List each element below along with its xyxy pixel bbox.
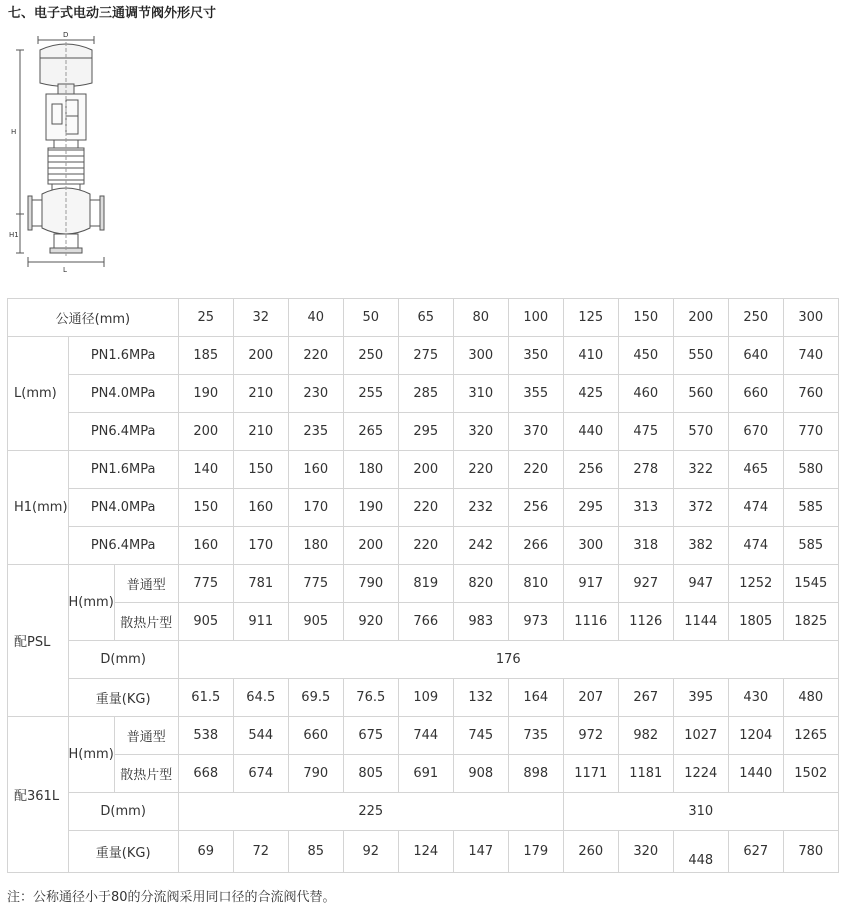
- weight-label: 重量(KG): [68, 831, 178, 873]
- table-row: [8, 413, 839, 451]
- table-row: [8, 489, 839, 527]
- value-cell: 1126: [618, 603, 673, 641]
- pressure-label: PN6.4MPa: [68, 413, 178, 451]
- value-cell: 448: [673, 831, 728, 873]
- value-cell: 425: [563, 375, 618, 413]
- value-cell: 790: [288, 755, 343, 793]
- table-row: [8, 337, 839, 375]
- value-cell: 200: [233, 337, 288, 375]
- value-cell: 972: [563, 717, 618, 755]
- value-cell: 200: [398, 451, 453, 489]
- value-cell: 670: [728, 413, 783, 451]
- value-cell: 1502: [783, 755, 838, 793]
- value-cell: 550: [673, 337, 728, 375]
- value-cell: 898: [508, 755, 563, 793]
- value-cell: 76.5: [343, 679, 398, 717]
- type-label: 散热片型: [114, 755, 178, 793]
- diameter-cell: 125: [563, 299, 618, 337]
- table-row: [8, 603, 839, 641]
- d-label: D(mm): [68, 793, 178, 831]
- d-value: 176: [178, 641, 838, 679]
- value-cell: 660: [288, 717, 343, 755]
- value-cell: 475: [618, 413, 673, 451]
- header-row: [8, 299, 839, 337]
- value-cell: 207: [563, 679, 618, 717]
- value-cell: 256: [508, 489, 563, 527]
- value-cell: 295: [563, 489, 618, 527]
- value-cell: 410: [563, 337, 618, 375]
- value-cell: 275: [398, 337, 453, 375]
- valve-dimension-diagram: [8, 28, 108, 278]
- value-cell: 318: [618, 527, 673, 565]
- pressure-label: PN4.0MPa: [68, 375, 178, 413]
- value-cell: 147: [453, 831, 508, 873]
- value-cell: 160: [288, 451, 343, 489]
- l-group-label: L(mm): [8, 337, 69, 451]
- 361l-group-label: 配361L: [8, 717, 69, 873]
- table-row: [8, 679, 839, 717]
- value-cell: 179: [508, 831, 563, 873]
- value-cell: 660: [728, 375, 783, 413]
- pressure-label: PN1.6MPa: [68, 337, 178, 375]
- value-cell: 810: [508, 565, 563, 603]
- value-cell: 170: [288, 489, 343, 527]
- table-row: [8, 793, 839, 831]
- value-cell: 300: [563, 527, 618, 565]
- value-cell: 450: [618, 337, 673, 375]
- value-cell: 350: [508, 337, 563, 375]
- value-cell: 109: [398, 679, 453, 717]
- value-cell: 560: [673, 375, 728, 413]
- value-cell: 820: [453, 565, 508, 603]
- value-cell: 72: [233, 831, 288, 873]
- value-cell: 983: [453, 603, 508, 641]
- diameter-cell: 300: [783, 299, 838, 337]
- table-row: [8, 831, 839, 873]
- value-cell: 266: [508, 527, 563, 565]
- value-cell: 256: [563, 451, 618, 489]
- value-cell: 220: [288, 337, 343, 375]
- value-cell: 320: [453, 413, 508, 451]
- value-cell: 1224: [673, 755, 728, 793]
- value-cell: 210: [233, 375, 288, 413]
- value-cell: 300: [453, 337, 508, 375]
- value-cell: 160: [233, 489, 288, 527]
- psl-group-label: 配PSL: [8, 565, 69, 717]
- value-cell: 691: [398, 755, 453, 793]
- dimension-table: [7, 298, 839, 873]
- value-cell: 190: [178, 375, 233, 413]
- value-cell: 1252: [728, 565, 783, 603]
- diameter-cell: 65: [398, 299, 453, 337]
- value-cell: 905: [178, 603, 233, 641]
- diagram-label-h1: H1: [9, 231, 19, 239]
- value-cell: 220: [453, 451, 508, 489]
- value-cell: 69.5: [288, 679, 343, 717]
- diameter-cell: 80: [453, 299, 508, 337]
- value-cell: 474: [728, 489, 783, 527]
- value-cell: 232: [453, 489, 508, 527]
- value-cell: 674: [233, 755, 288, 793]
- value-cell: 760: [783, 375, 838, 413]
- value-cell: 805: [343, 755, 398, 793]
- diagram-label-d: D: [63, 31, 69, 39]
- value-cell: 570: [673, 413, 728, 451]
- value-cell: 265: [343, 413, 398, 451]
- value-cell: 430: [728, 679, 783, 717]
- value-cell: 911: [233, 603, 288, 641]
- value-cell: 781: [233, 565, 288, 603]
- diameter-cell: 25: [178, 299, 233, 337]
- value-cell: 124: [398, 831, 453, 873]
- value-cell: 69: [178, 831, 233, 873]
- value-cell: 460: [618, 375, 673, 413]
- value-cell: 210: [233, 413, 288, 451]
- value-cell: 355: [508, 375, 563, 413]
- value-cell: 255: [343, 375, 398, 413]
- value-cell: 766: [398, 603, 453, 641]
- value-cell: 627: [728, 831, 783, 873]
- footnote: 注：公称通径小于80的分流阀采用同口径的合流阀代替。: [7, 890, 336, 905]
- value-cell: 544: [233, 717, 288, 755]
- value-cell: 150: [233, 451, 288, 489]
- value-cell: 745: [453, 717, 508, 755]
- value-cell: 250: [343, 337, 398, 375]
- value-cell: 917: [563, 565, 618, 603]
- value-cell: 1825: [783, 603, 838, 641]
- value-cell: 285: [398, 375, 453, 413]
- value-cell: 242: [453, 527, 508, 565]
- value-cell: 1144: [673, 603, 728, 641]
- table-row: [8, 527, 839, 565]
- value-cell: 235: [288, 413, 343, 451]
- value-cell: 267: [618, 679, 673, 717]
- diameter-cell: 40: [288, 299, 343, 337]
- type-label: 散热片型: [114, 603, 178, 641]
- table-row: [8, 755, 839, 793]
- value-cell: 1265: [783, 717, 838, 755]
- value-cell: 85: [288, 831, 343, 873]
- value-cell: 675: [343, 717, 398, 755]
- value-cell: 185: [178, 337, 233, 375]
- value-cell: 927: [618, 565, 673, 603]
- diameter-cell: 150: [618, 299, 673, 337]
- pressure-label: PN4.0MPa: [68, 489, 178, 527]
- value-cell: 790: [343, 565, 398, 603]
- value-cell: 1181: [618, 755, 673, 793]
- value-cell: 538: [178, 717, 233, 755]
- pressure-label: PN6.4MPa: [68, 527, 178, 565]
- diagram-label-h: H: [11, 128, 17, 136]
- value-cell: 1805: [728, 603, 783, 641]
- value-cell: 150: [178, 489, 233, 527]
- value-cell: 1027: [673, 717, 728, 755]
- d-label: D(mm): [68, 641, 178, 679]
- table-row: [8, 641, 839, 679]
- value-cell: 1204: [728, 717, 783, 755]
- value-cell: 640: [728, 337, 783, 375]
- value-cell: 480: [783, 679, 838, 717]
- value-cell: 744: [398, 717, 453, 755]
- value-cell: 1440: [728, 755, 783, 793]
- pressure-label: PN1.6MPa: [68, 451, 178, 489]
- value-cell: 440: [563, 413, 618, 451]
- value-cell: 295: [398, 413, 453, 451]
- value-cell: 982: [618, 717, 673, 755]
- value-cell: 132: [453, 679, 508, 717]
- value-cell: 260: [563, 831, 618, 873]
- value-cell: 465: [728, 451, 783, 489]
- value-cell: 200: [178, 413, 233, 451]
- value-cell: 92: [343, 831, 398, 873]
- value-cell: 580: [783, 451, 838, 489]
- value-cell: 382: [673, 527, 728, 565]
- value-cell: 585: [783, 489, 838, 527]
- value-cell: 313: [618, 489, 673, 527]
- table-row: [8, 375, 839, 413]
- value-cell: 947: [673, 565, 728, 603]
- value-cell: 775: [178, 565, 233, 603]
- value-cell: 160: [178, 527, 233, 565]
- value-cell: 1545: [783, 565, 838, 603]
- value-cell: 190: [343, 489, 398, 527]
- type-label: 普通型: [114, 565, 178, 603]
- value-cell: 370: [508, 413, 563, 451]
- value-cell: 780: [783, 831, 838, 873]
- diagram-label-l: L: [63, 266, 67, 274]
- value-cell: 322: [673, 451, 728, 489]
- value-cell: 180: [343, 451, 398, 489]
- value-cell: 310: [453, 375, 508, 413]
- value-cell: 735: [508, 717, 563, 755]
- diameter-cell: 100: [508, 299, 563, 337]
- value-cell: 64.5: [233, 679, 288, 717]
- diameter-cell: 200: [673, 299, 728, 337]
- header-label: 公通径(mm): [8, 299, 179, 337]
- value-cell: 770: [783, 413, 838, 451]
- value-cell: 220: [398, 527, 453, 565]
- value-cell: 200: [343, 527, 398, 565]
- diameter-cell: 50: [343, 299, 398, 337]
- value-cell: 668: [178, 755, 233, 793]
- weight-label: 重量(KG): [68, 679, 178, 717]
- diameter-cell: 250: [728, 299, 783, 337]
- value-cell: 395: [673, 679, 728, 717]
- value-cell: 908: [453, 755, 508, 793]
- value-cell: 905: [288, 603, 343, 641]
- value-cell: 973: [508, 603, 563, 641]
- value-cell: 1116: [563, 603, 618, 641]
- table-row: [8, 717, 839, 755]
- value-cell: 220: [508, 451, 563, 489]
- value-cell: 61.5: [178, 679, 233, 717]
- value-cell: 920: [343, 603, 398, 641]
- d-value-small: 225: [178, 793, 563, 831]
- page-title: 七、电子式电动三通调节阀外形尺寸: [8, 6, 217, 21]
- table-row: [8, 565, 839, 603]
- value-cell: 474: [728, 527, 783, 565]
- d-value-large: 310: [563, 793, 838, 831]
- table-row: [8, 451, 839, 489]
- value-cell: 164: [508, 679, 563, 717]
- value-cell: 140: [178, 451, 233, 489]
- value-cell: 775: [288, 565, 343, 603]
- value-cell: 278: [618, 451, 673, 489]
- diameter-cell: 32: [233, 299, 288, 337]
- type-label: 普通型: [114, 717, 178, 755]
- value-cell: 230: [288, 375, 343, 413]
- h1-group-label: H1(mm): [8, 451, 69, 565]
- value-cell: 180: [288, 527, 343, 565]
- h-label: H(mm): [68, 565, 114, 641]
- value-cell: 585: [783, 527, 838, 565]
- h-label: H(mm): [68, 717, 114, 793]
- value-cell: 372: [673, 489, 728, 527]
- value-cell: 320: [618, 831, 673, 873]
- value-cell: 1171: [563, 755, 618, 793]
- value-cell: 170: [233, 527, 288, 565]
- value-cell: 819: [398, 565, 453, 603]
- value-cell: 740: [783, 337, 838, 375]
- value-cell: 220: [398, 489, 453, 527]
